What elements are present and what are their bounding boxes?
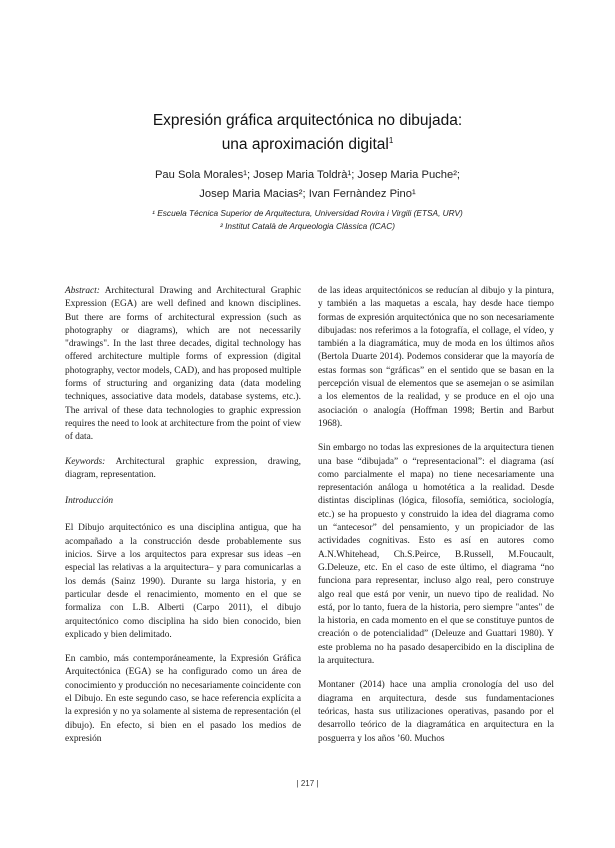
abstract-label: Abstract: [65,286,100,296]
authors-line-1: Pau Sola Morales¹; Josep Maria Toldrà¹; Josep Maria Puche²; [154,169,461,181]
keywords-paragraph [65,456,301,483]
affiliations [60,207,555,233]
keywords-text: Architectural graphic expression, drawing, diagram, representation. [65,456,301,480]
body-paragraph: En cambio, más contemporáneamente, la Expresión Gráfica Arquitectónica (EGA) se ha configurado como un área de conocimiento y producción no necesariamente coincidente con el Dibujo. En este segundo caso, se hace referencia explícita a la expresión y no ya solamente al sistema de representación (el dibujo). En efecto, si bien en el pasado los medios de expresión [65,654,301,744]
title-line-2 [60,131,555,155]
title-line-2-text: una aproximación digital [221,136,389,154]
affiliation-2: ² Institut Català de Arqueologia Clàssica (ICAC) [220,221,395,231]
page-number: | 217 | [296,779,319,788]
keywords-label: Keywords: [65,456,106,467]
left-column [65,285,301,746]
body-paragraph: Montaner (2014) hace una amplia cronología del uso del diagrama en arquitectura, desde sus fundamentaciones teóricas, hasta sus utilizaciones operativas, pasando por el desarrollo teórico de la diagramática en arquitectura en la posguerra y los años ’60. Muchos [318,680,554,744]
title-line-1: Expresión gráfica arquitectónica no dibujada: [152,112,463,129]
affiliation-1: ¹ Escuela Técnica Superior de Arquitectura, Universidad Rovira i Virgili (ETSA, URV) [152,208,463,218]
paper-title [60,111,555,155]
body-paragraph: Sin embargo no todas las expresiones de la arquitectura tienen una base “dibujada” o “representacional”: el diagrama (así como parcialmente el mapa) no tiene necesariamente una representación análoga u homotética a la realidad. Desde distintas disciplinas (lógica, filosofía, semiótica, sociología, etc.) se ha propuesto y construido la idea del diagrama como un “antecesor” del pensamiento, y un propiciador de las actividades cognitivas. Esto es así en autores como A.N.Whitehead, Ch.S.Peirce, B.Russell, M.Foucault, G.Deleuze, etc. En el caso de este último, el diagrama “no funciona para representar, incluso algo real, pero construye algo real que está por venir, un nuevo tipo de realidad. No está, por lo tanto, fuera de la historia, pero siempre "antes" de la historia, en cada momento en el que se constituye puntos de creación o de potencialidad” (Deleuze and Guattari 1980). Y este problema no ha pasado desapercibido en la disciplina de la arquitectura. [318,443,554,667]
author-list [60,166,555,204]
abstract-text: Architectural Drawing and Architectural Graphic Expression (EGA) are well defined and known disciplines. But there are forms of architectural expression (such as photography or diagrams), which are not necessarily "drawings". In the last three decades, digital technology has offered architecture multiple forms of expression (digital photography, vector models, CAD), and has proposed multiple forms of structuring and organizing data (data modeling techniques, associative data models, database systems, etc.). The arrival of these data technologies to graphic expression requires the need to look at architecture from the point of view of data. [65,286,302,443]
authors-line-2: Josep Maria Macias²; Ivan Fernàndez Pino¹ [199,188,416,200]
body-paragraph: de las ideas arquitectónicos se reducían al dibujo y la pintura, y también a las maquetas a escala, hay desde hace tiempo formas de expresión arquitectónica que no son necesariamente dibujadas: nos referimos a la fotografía, el collage, el vídeo, y también a la diagramática, muy de moda en los últimos años (Bertola Duarte 2014). Podemos considerar que la mayoría de estas formas son “gráficas” en el sentido que se basan en la percepción visual de elementos que se asemejan o se asimilan a los elementos de la realidad, y se produce en el ojo una asociación o analogía (Hoffman 1998; Bertin and Barbut 1968). [318,286,554,429]
section-heading-introduccion: Introducción [65,496,114,507]
title-footnote-mark: 1 [388,136,394,145]
right-column [318,285,554,746]
body-paragraph: El Dibujo arquitectónico es una disciplina antigua, que ha acompañado a la construcción desde probablemente sus inicios. Sirve a los arquitectos para expresar sus ideas –en especial las relativas a la arquitectura– y para comunicarlas a los demás (Sainz 1990). Durante su larga historia, y en particular desde el renacimiento, momento en el que se formaliza con L.B. Alberti (Carpo 2011), el dibujo arquitectónico como disciplina ha sido bien conocido, bien explicado y bien delimitado. [65,523,301,640]
abstract-paragraph [65,285,301,445]
